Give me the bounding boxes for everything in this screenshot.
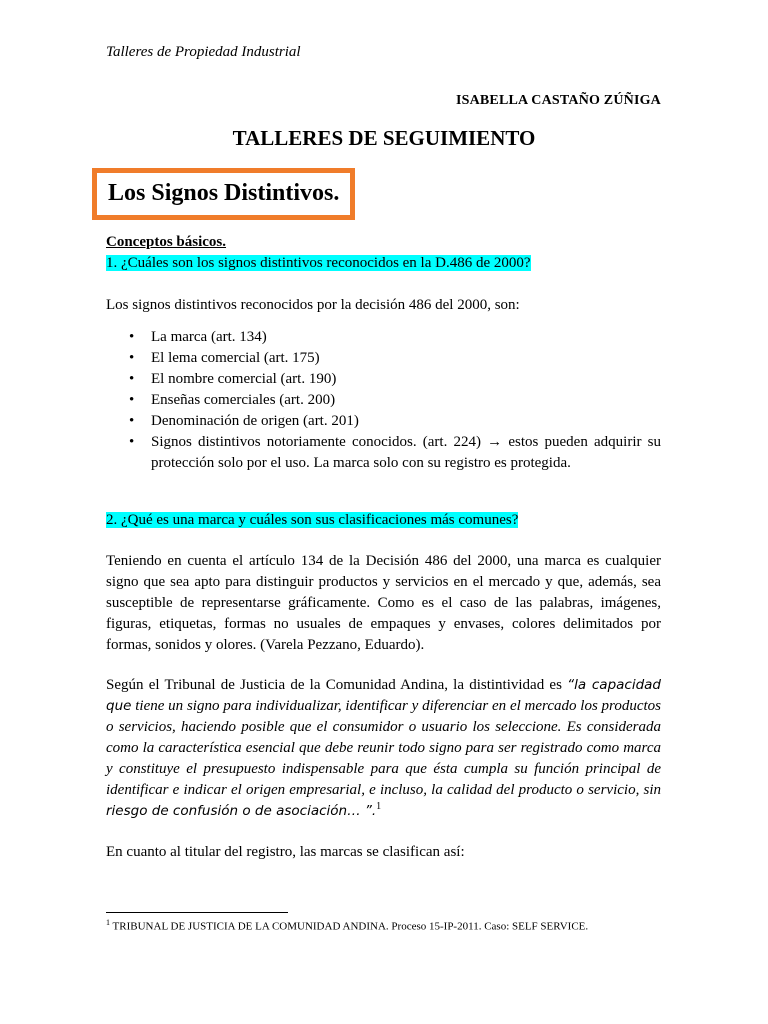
author-name: ISABELLA CASTAÑO ZÚÑIGA xyxy=(455,93,661,108)
footnote xyxy=(106,918,588,933)
list-item-line: Signos distintivos notoriamente conocidos. (art. 224) → estos pueden adquirir su xyxy=(151,434,661,450)
footnote-reference[interactable]: 1 xyxy=(376,801,382,812)
list-item: • Enseñas comerciales (art. 200) xyxy=(106,390,661,411)
classification-paragraph: En cuanto al titular del registro, las marcas se clasifican así: xyxy=(106,844,465,860)
footnote-number: 1 xyxy=(106,918,110,927)
question-2 xyxy=(106,510,661,531)
list-item: • La marca (art. 134) xyxy=(106,327,661,348)
list-item: • Denominación de origen (art. 201) xyxy=(106,411,661,432)
bullet-icon: • xyxy=(129,329,135,345)
signs-list xyxy=(106,327,661,474)
section-title-box xyxy=(92,168,355,220)
concepts-heading: Conceptos básicos. xyxy=(106,234,227,250)
footnote-separator xyxy=(106,912,288,913)
list-item: • El lema comercial (art. 175) xyxy=(106,348,661,369)
bullet-icon: • xyxy=(129,413,135,429)
question-1-text: 1. ¿Cuáles son los signos distintivos reconocidos en la D.486 de 2000? xyxy=(106,255,531,271)
section-title: Los Signos Distintivos. xyxy=(108,180,340,206)
trademark-definition-paragraph: Teniendo en cuenta el artículo 134 de la Decisión 486 del 2000, una marca es cualquier signo que sea apto para distinguir productos y servicios en el mercado y que, además, sea susceptible de representarse gráficamente. Como es el caso de las palabras, imágenes, figuras, etiquetas, formas no usuales de empaques y envases, colores delimitados por formas, sonidos y olores. (Varela Pezzano, Eduardo). xyxy=(106,553,661,653)
question-2-text: 2. ¿Qué es una marca y cuáles son sus clasificaciones más comunes? xyxy=(106,512,519,528)
intro-paragraph: Los signos distintivos reconocidos por la decisión 486 del 2000, son: xyxy=(106,297,520,313)
bullet-icon: • xyxy=(129,392,135,408)
footnote-text: TRIBUNAL DE JUSTICIA DE LA COMUNIDAD ANDINA. Proceso 15-IP-2011. Caso: SELF SERVICE. xyxy=(110,920,589,933)
question-1 xyxy=(106,253,661,274)
arrow-right-icon: → xyxy=(487,434,503,450)
document-title: TALLERES DE SEGUIMIENTO xyxy=(232,126,536,150)
running-header: Talleres de Propiedad Industrial xyxy=(106,44,301,60)
distinctiveness-paragraph: Según el Tribunal de Justicia de la Comunidad Andina, la distintividad es “la capacidad que tiene un signo para individualizar, identificar y diferenciar en el mercado los productos o servicios, haciendo posible que el consumidor o usuario los seleccione. Es considerada como la característica esencial que debe reunir todo signo para ser registrado como marca y constituye el presupuesto indispensable para que ésta cumpla su función principal de identificar e indicar el origen empresarial, e incluso, la calidad del producto o servicio, sin riesgo de confusión o de asociación… ”.$^1$ xyxy=(106,677,662,819)
list-item xyxy=(106,432,661,474)
list-item-line: protección solo por el uso. La marca solo con su registro es protegida. xyxy=(151,455,571,471)
bullet-icon: • xyxy=(129,434,135,450)
list-item: • El nombre comercial (art. 190) xyxy=(106,369,661,390)
bullet-icon: • xyxy=(129,371,135,387)
bullet-icon: • xyxy=(129,350,135,366)
